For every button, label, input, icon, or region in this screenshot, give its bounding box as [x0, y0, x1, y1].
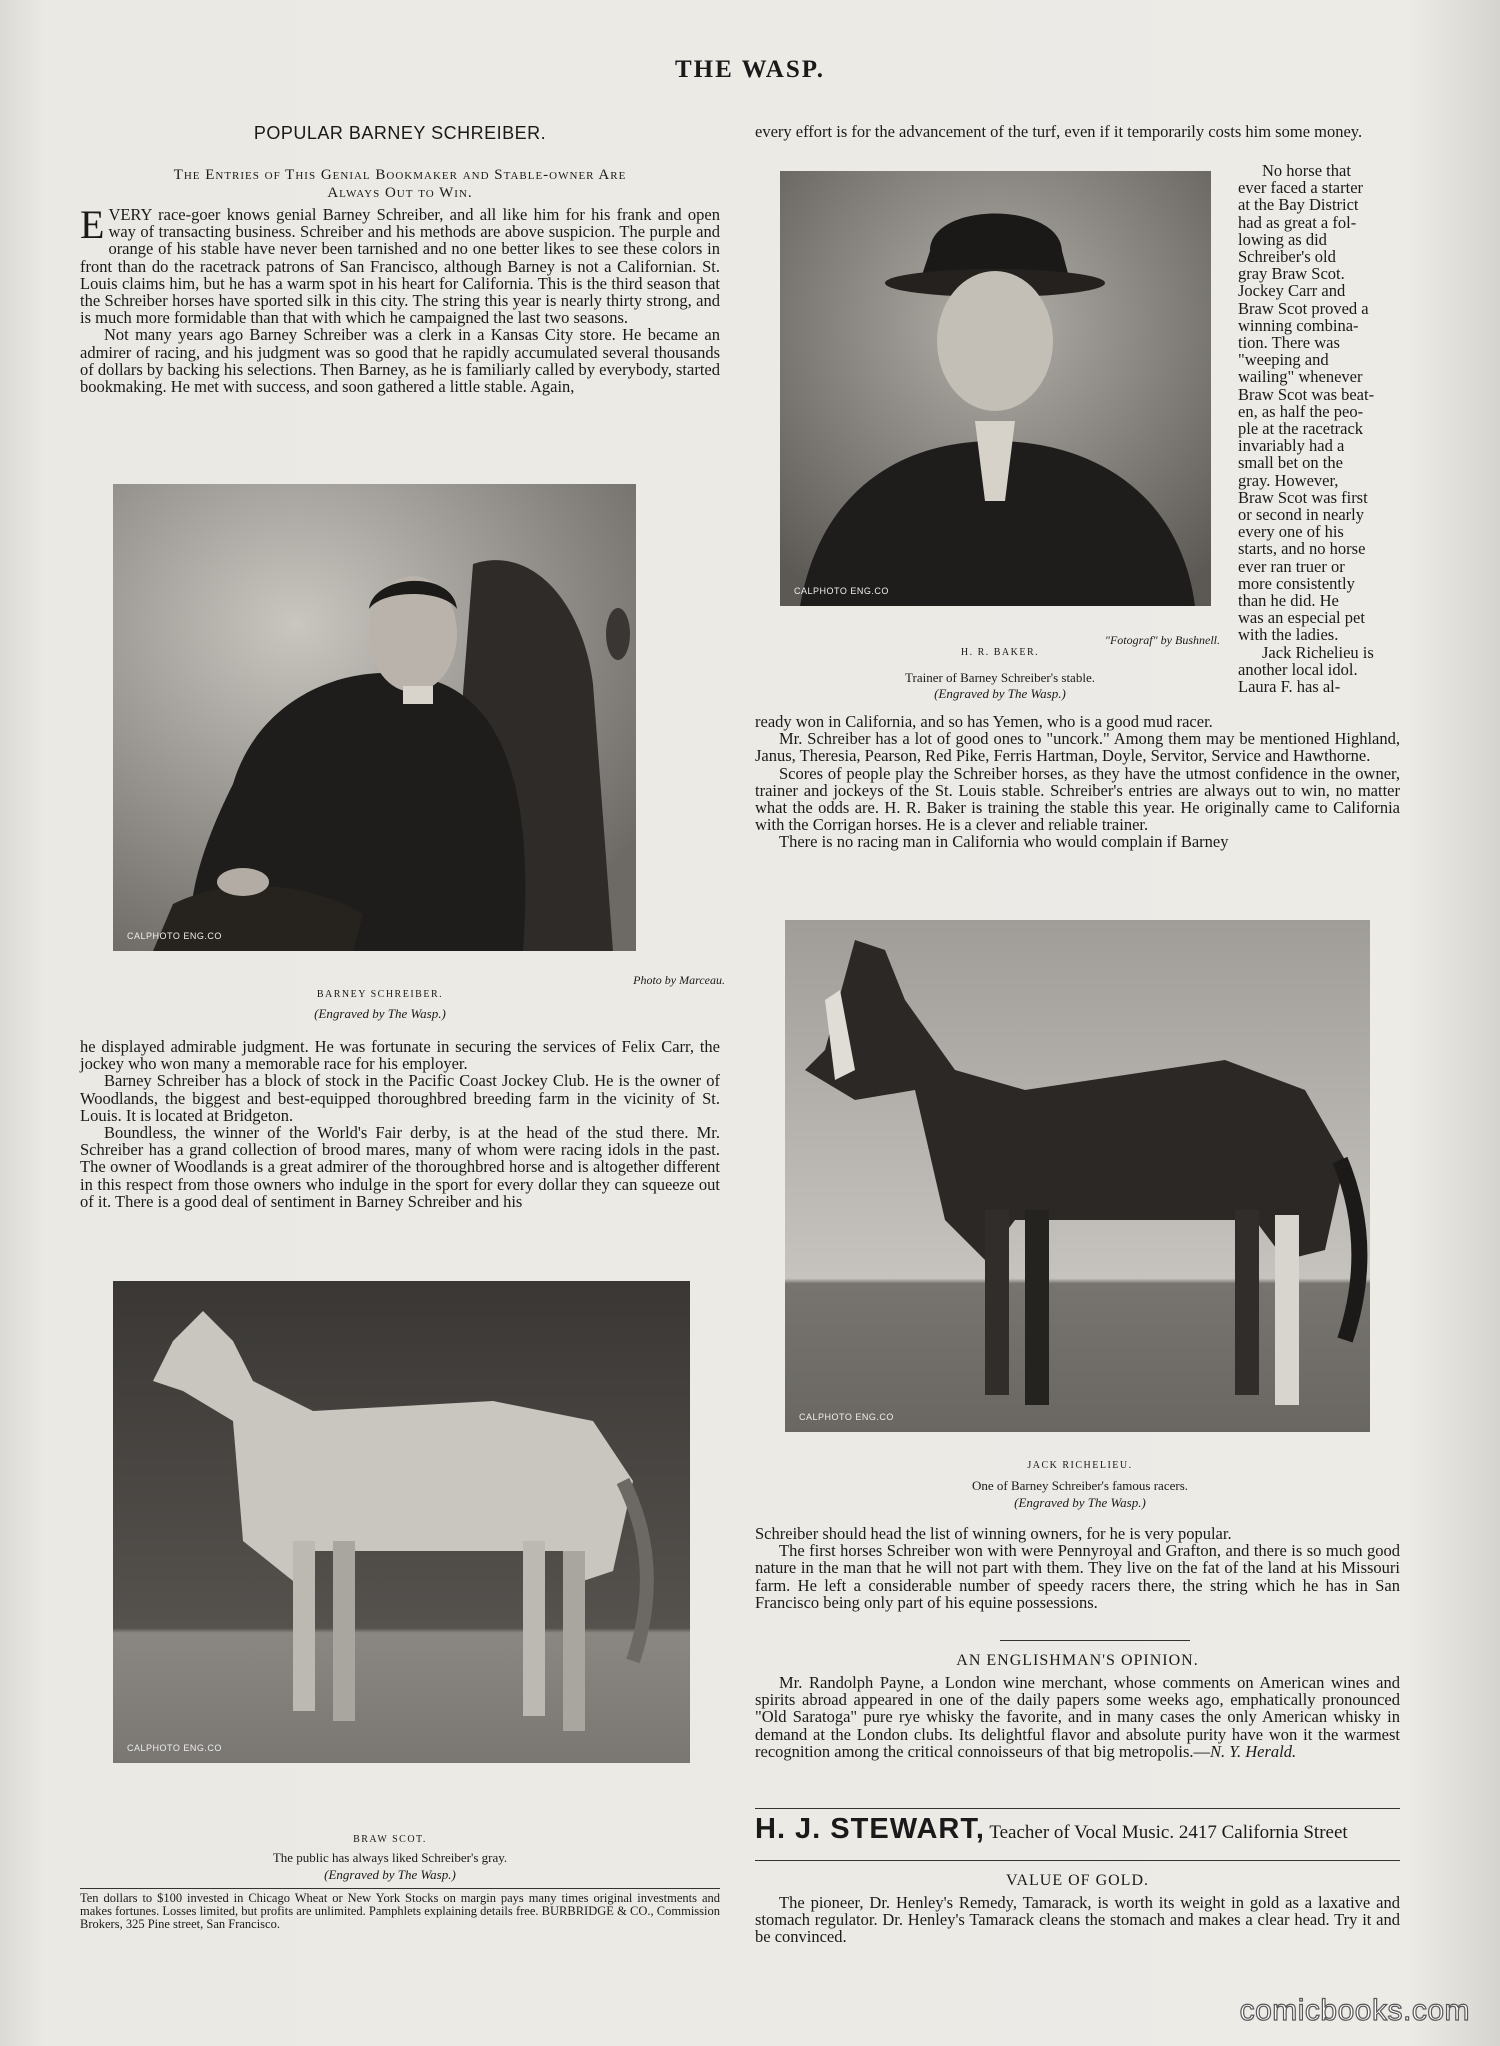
side-column-line: had as great a fol-: [1238, 212, 1357, 232]
side-column-line: Schreiber's old: [1238, 247, 1336, 267]
ad-gold-title: VALUE OF GOLD.: [1005, 1872, 1150, 1889]
caption-text: The public has always liked Schreiber's gray.: [272, 1850, 508, 1865]
paragraph-2: Not many years ago Barney Schreiber was a clerk in a Kansas City store. He became an admirer of racing, and his judgment was so good that he rapidly accumulated several thousands of dollars by backing his selections. Then Barney, as he is familiarly called by everybody, started bookmaking. He met with success, and soon gathered a little stable. Again,: [80, 325, 720, 397]
side-column-line: wailing" whenever: [1238, 367, 1363, 387]
side-column-line: tion. There was: [1238, 333, 1340, 353]
side-column-line: ever faced a starter: [1238, 178, 1364, 198]
side-column-line: was an especial pet: [1238, 608, 1365, 628]
side-column-line: en, as half the peo-: [1238, 401, 1364, 421]
photo-jack-richelieu: [785, 920, 1370, 1432]
photo-credit: Photo by Marceau.: [633, 973, 725, 987]
article-headline: POPULAR BARNEY SCHREIBER.: [253, 123, 547, 143]
engraver-mark: CALPHOTO ENG.CO: [127, 931, 222, 941]
article-end: [755, 1525, 1400, 1611]
side-column-line: lowing as did: [1238, 229, 1327, 249]
side-column-line: small bet on the: [1238, 453, 1343, 473]
paragraph-8: Mr. Schreiber has a lot of good ones to "uncork." Among them may be mentioned Highland, Janus, Theresia, Pearson, Red Pike, Ferris Hartman, Doyle, Servitor, Service and Hawthorne.: [755, 729, 1400, 766]
caption-name: BRAW SCOT.: [353, 1834, 427, 1845]
masthead: THE WASP.: [674, 56, 825, 83]
opinion-body: Mr. Randolph Payne, a London wine merchant, whose comments on American wines and spirits abroad appeared in one of the daily papers some weeks ago, emphatically pronounced "Old Saratoga" pure rye whisky the favorite, and in many cases the only American whisky in demand at the London clubs. Its delightful flavor and absolute purity have won it the warmest recognition among the critical connoisseurs of that big metropolis.—N. Y. Herald.: [755, 1673, 1400, 1761]
article-middle: [80, 1038, 720, 1210]
watermark: comicbooks.com: [1239, 1994, 1470, 2027]
caption-engraved: (Engraved by The Wasp.): [314, 1006, 446, 1021]
caption-engraved: (Engraved by The Wasp.): [934, 686, 1066, 701]
engraver-mark: CALPHOTO ENG.CO: [127, 1743, 222, 1753]
side-column: [1238, 162, 1400, 695]
caption-engraved: (Engraved by The Wasp.): [1014, 1495, 1146, 1510]
ad-stewart: [755, 1813, 1400, 1846]
engraver-mark: CALPHOTO ENG.CO: [799, 1412, 894, 1422]
paragraph-3: he displayed admirable judgment. He was fortunate in securing the services of Felix Carr, the jockey who won many a memorable race for his employer.: [80, 1037, 720, 1074]
divider: [1000, 1640, 1190, 1641]
article-continued: [755, 123, 1400, 140]
divider: [755, 1860, 1400, 1861]
paragraph-1: EVERY race-goer knows genial Barney Schreiber, and all like him for his frank and open way of transacting business. Schreiber and his methods are above suspicion. The purple and orange of his stable have never been tarnished and no one better likes to see these colors in front than do the racetrack patrons of San Francisco, although Barney is not a Californian. St. Louis claims him, but he has a warm spot in his heart for California. This is the third season that the Schreiber horses have sported silk in this city. The string this year is nearly thirty strong, and is much more formidable than that with which he campaigned the last two seasons.: [80, 202, 720, 328]
caption-text: One of Barney Schreiber's famous racers.: [971, 1478, 1189, 1493]
paragraph-5: Boundless, the winner of the World's Fair derby, is at the head of the stud there. Mr. Schreiber has a grand collection of brood mares, many of whom were racing idols in the past. The owner of Woodlands is a great admirer of the thoroughbred horse and is altogether different in this respect from those owners who indulge in the sport for every dollar they can squeeze out of it. There is a good deal of sentiment in Barney Schreiber and his: [80, 1123, 720, 1211]
portrait-seated-man-illustration: [113, 484, 636, 951]
side-column-line: Jack Richelieu is: [1262, 642, 1374, 662]
side-column-line: Braw Scot proved a: [1238, 298, 1369, 318]
side-column-line: No horse that: [1262, 161, 1351, 180]
opinion-title: AN ENGLISHMAN'S OPINION.: [956, 1652, 1199, 1669]
paragraph-4: Barney Schreiber has a block of stock in the Pacific Coast Jockey Club. He is the owner of Woodlands, the biggest and best-equipped thoroughbred breeding farm in the vicinity of St. Louis. It is located at Bridgeton.: [80, 1071, 720, 1125]
side-column-line: winning combina-: [1238, 315, 1359, 335]
photo-braw-scot: [113, 1281, 690, 1763]
drop-cap: E: [80, 202, 105, 247]
gray-horse-illustration: [113, 1281, 690, 1763]
opinion-text: Mr. Randolph Payne, a London wine merchant, whose comments on American wines and spirits abroad appeared in one of the daily papers some weeks ago, emphatically pronounced "Old Saratoga" pure rye whisky the favorite, and in many cases the only American whisky in demand at the London clubs. Its delightful flavor and absolute purity have won it the warmest recognition among the critical connoisseurs of that big metropolis.: [755, 1673, 1400, 1761]
side-column-line: gray Braw Scot.: [1238, 264, 1345, 284]
side-column-line: starts, and no horse: [1238, 539, 1366, 559]
opinion-source: N. Y. Herald.: [1210, 1741, 1297, 1761]
caption-name: JACK RICHELIEU.: [1027, 1460, 1133, 1471]
caption-name: BARNEY SCHREIBER.: [316, 989, 444, 1000]
side-column-line: Jockey Carr and: [1238, 281, 1346, 301]
caption-text: Trainer of Barney Schreiber's stable.: [905, 670, 1095, 685]
subhead-line-1: The Entries of This Genial Bookmaker and Stable-owner Are: [173, 167, 627, 183]
side-column-line: Braw Scot was first: [1238, 487, 1368, 507]
side-column-line: or second in nearly: [1238, 505, 1364, 525]
photo-barney-schreiber: [113, 484, 636, 951]
article-intro: [80, 202, 720, 397]
side-column-line: than he did. He: [1238, 591, 1339, 611]
paragraph-12: The first horses Schreiber won with were Pennyroyal and Grafton, and there is so much good nature in the man that he will not part with them. They live on the fat of the land at his Missouri farm. He left a considerable number of speedy racers there, the string which he has in San Francisco being only part of his equine possessions.: [755, 1541, 1400, 1612]
side-column-line: ple at the racetrack: [1238, 419, 1364, 439]
article-subhead: [80, 166, 720, 202]
paragraph-7: ready won in California, and so has Yemen, who is a good mud racer.: [755, 712, 1213, 731]
dark-horse-illustration: [785, 920, 1370, 1432]
paragraph-10: There is no racing man in California who would complain if Barney: [779, 832, 1229, 852]
paragraph-11: Schreiber should head the list of winning owners, for he is very popular.: [755, 1524, 1232, 1543]
side-column-line: "weeping and: [1238, 350, 1329, 370]
article-lower: [755, 713, 1400, 851]
side-column-line: Laura F. has al-: [1238, 677, 1341, 697]
side-column-line: ever ran truer or: [1238, 556, 1345, 576]
side-column-line: every one of his: [1238, 522, 1344, 542]
divider: [755, 1808, 1400, 1809]
photo-h-r-baker: [780, 171, 1211, 606]
caption-engraved: (Engraved by The Wasp.): [324, 1867, 456, 1882]
side-column-line: another local idol.: [1238, 659, 1358, 679]
divider: [80, 1888, 720, 1889]
ad-gold-text: The pioneer, Dr. Henley's Remedy, Tamarack, is worth its weight in gold as a laxative and stomach regulator. Dr. Henley's Tamarack cleans the stomach and makes a clear head. Try it and be convinced.: [755, 1893, 1400, 1947]
side-column-line: at the Bay District: [1238, 195, 1359, 215]
caption-name: H. R. BAKER.: [960, 647, 1040, 658]
side-column-line: gray. However,: [1238, 470, 1339, 490]
side-column-line: more consistently: [1238, 573, 1355, 593]
side-column-line: Braw Scot was beat-: [1238, 384, 1375, 404]
side-column-line: invariably had a: [1238, 436, 1345, 456]
ad-stewart-text: Teacher of Vocal Music. 2417 California Street: [989, 1822, 1348, 1843]
paragraph-6: every effort is for the advancement of the turf, even if it temporarily costs him some money.: [755, 122, 1363, 141]
subhead-line-2: Always Out to Win.: [327, 185, 473, 201]
photo-credit: "Fotograf" by Bushnell.: [1104, 633, 1220, 647]
paragraph-9: Scores of people play the Schreiber horses, as they have the utmost confidence in the owner, trainer and jockeys of the St. Louis stable. Schreiber's entries are always out to win, no matter what the odds are. H. R. Baker is training the stable this year. He originally came to California with the Corrigan horses. He is a clever and reliable trainer.: [755, 763, 1400, 835]
ad-gold-body: [755, 1894, 1400, 1946]
side-column-line: with the ladies.: [1238, 625, 1339, 645]
ad-stewart-name: H. J. STEWART,: [755, 1813, 985, 1845]
engraver-mark: CALPHOTO ENG.CO: [794, 586, 889, 596]
ad-burbridge: Ten dollars to $100 invested in Chicago Wheat or New York Stocks on margin pays many times original investments and makes fortunes. Losses limited, but profits are unlimited. Pamphlets explaining details free. BURBRIDGE & CO., Commission Brokers, 325 Pine street, San Francisco.: [80, 1891, 720, 1931]
portrait-man-in-hat-illustration: [780, 171, 1211, 606]
